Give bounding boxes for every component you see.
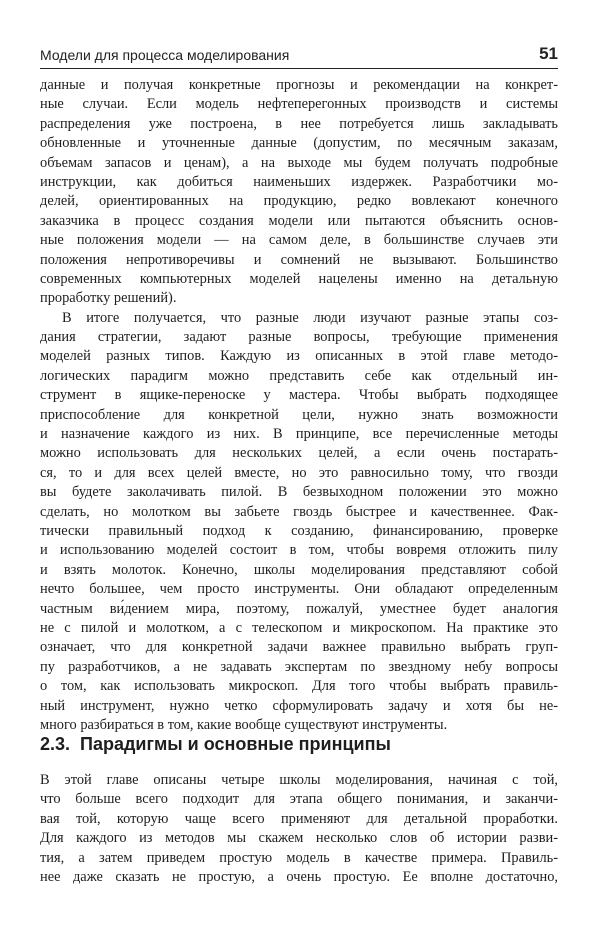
- text-line: тически правильный подход к созданию, финансированию, проверке: [40, 522, 558, 539]
- text-line: логических парадигм можно представить себе как отдельный ин-: [40, 367, 558, 384]
- section-heading: [40, 734, 558, 755]
- paragraph-2: [40, 309, 558, 736]
- text-line: много разбираться в том, какие вообще существуют инструменты.: [40, 716, 448, 733]
- text-line: сделать, но молотком вы забьете гвоздь быстрее и качественнее. Фак-: [40, 503, 558, 520]
- running-title: Модели для процесса моделирования: [40, 47, 290, 63]
- text-line: заказчика в процесс создания модели или пытаются объяснить основ-: [40, 212, 558, 229]
- text-line: обновленные и уточненные данные (допустим, по месячным заказам,: [40, 135, 558, 152]
- text-line: и взять молоток. Конечно, школы моделирования представляют собой: [40, 561, 558, 578]
- text-line: положения непротиворечивы и сомнений не вызывают. Большинство: [40, 251, 558, 268]
- text-line: данные и получая конкретные прогнозы и рекомендации на конкрет-: [40, 77, 558, 93]
- text-line: Для каждого из методов мы скажем несколько слов об истории разви-: [40, 830, 558, 847]
- text-line: тия, а затем приведем простую модель в качестве примера. Правиль-: [40, 849, 558, 866]
- text-line: вы будете заколачивать пилой. В безвыходном положении это можно: [40, 484, 558, 501]
- text-line: не с пилой и молотком, а с телескопом и микроскопом. На практике это: [40, 619, 558, 636]
- text-line: что больше всего подходит для этапа общего понимания, и заканчи-: [40, 791, 558, 808]
- text-line: вая той, которую чаще всего применяют для детальной проработки.: [40, 810, 558, 827]
- text-line: нечто большее, чем просто инструменты. Они обладают определенным: [40, 581, 558, 598]
- text-line: дания стратегии, задают разные вопросы, требующие применения: [40, 329, 558, 346]
- text-line: ся, то и для всех целей вместе, но это равносильно тому, что гвозди: [40, 464, 558, 481]
- section-number: 2.3.: [40, 734, 71, 754]
- text-line: и использованию моделей состоит в том, чтобы вовремя отложить пилу: [40, 542, 558, 559]
- text-line: о том, как использовать микроскоп. Для того чтобы выбрать правиль-: [40, 678, 558, 695]
- text-line: означает, что для конкретной задачи важнее правильно выбрать груп-: [40, 639, 558, 656]
- text-line: распределения уже построена, в нее потребуется лишь закладывать: [40, 115, 558, 132]
- text-line: проработку решений).: [40, 290, 177, 307]
- text-line: объемам запасов и ценам), а на выходе мы будем получать подробные: [40, 154, 558, 171]
- text-line: струмент в ящике-переноске у мастера. Чтобы выбрать подходящее: [40, 387, 558, 404]
- text-line: нее даже сказать не простую, а очень простую. Ее вполне достаточно,: [40, 868, 558, 885]
- text-line: ные случаи. Если модель нефтеперегонных производств и системы: [40, 96, 558, 113]
- text-line: пу разработчиков, а не задавать экспертам по звездному небу вопросы: [40, 658, 558, 675]
- body-text: [40, 76, 558, 735]
- paragraph-1: [40, 76, 558, 309]
- running-header: [40, 44, 558, 69]
- text-line: моделей разных типов. Каждую из описанных в этой главе методо-: [40, 348, 558, 365]
- paragraph-3: [40, 771, 558, 887]
- text-line: и назначение каждого из них. В принципе, все перечисленные методы: [40, 426, 558, 443]
- text-line: инструкции, как добиться наименьших издержек. Разработчики мо-: [40, 173, 558, 190]
- page-number: 51: [539, 44, 558, 63]
- section-title: Парадигмы и основные принципы: [80, 734, 391, 754]
- text-line: частным ви́дением мира, поэтому, пожалуй, уместнее будет аналогия: [40, 600, 558, 617]
- text-line: делей, ориентированных на продукцию, редко вовлекают конечного: [40, 193, 558, 210]
- text-line: можно использовать для нескольких целей, а если очень постарать-: [40, 445, 558, 462]
- text-line: приспособление для конкретной цели, нужно знать возможности: [40, 406, 558, 423]
- text-line: В этой главе описаны четыре школы моделирования, начиная с той,: [40, 772, 558, 788]
- text-line: В итоге получается, что разные люди изучают разные этапы соз-: [62, 309, 558, 326]
- text-line: современных компьютерных моделей нацелены именно на детальную: [40, 270, 558, 287]
- text-line: ный инструмент, нужно четко сформулировать задачу и хотя бы не-: [40, 697, 558, 714]
- text-line: ные положения модели — на самом деле, в большинстве случаев эти: [40, 232, 558, 249]
